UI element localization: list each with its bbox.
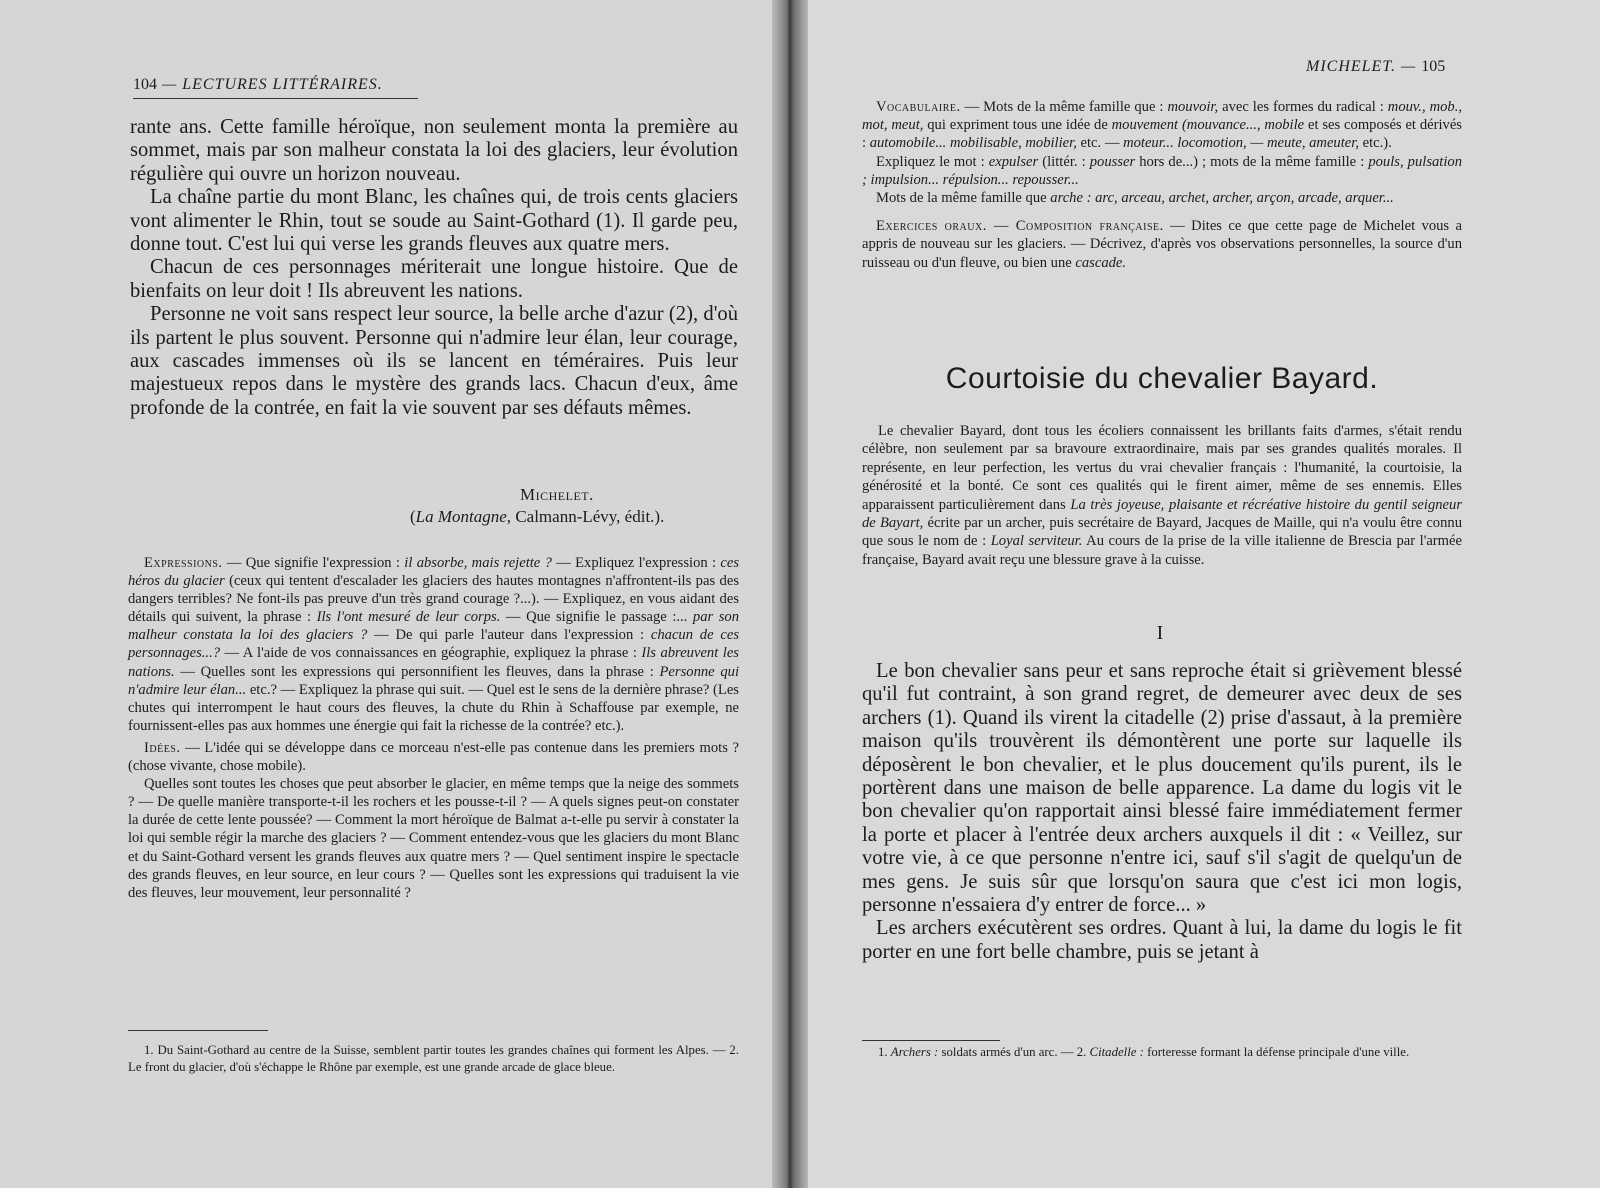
text-run: 1. [878, 1045, 891, 1059]
left-running-title: — LECTURES LITTÉRAIRES. [162, 76, 383, 93]
italic-run: mouvoir, [1167, 99, 1219, 115]
italic-run: mouv., mob., mot, meut, [862, 99, 1463, 134]
text-run: — Que signifie le passage :... [500, 609, 693, 626]
italic-run: Loyal serviteur. [990, 533, 1083, 550]
italic-run: chacun de ces personnages...? [128, 627, 739, 662]
right-page-number: 105 [1421, 58, 1446, 75]
text-run: — Que signifie l'expression : [222, 555, 405, 571]
italic-run: expulser [988, 153, 1039, 170]
text-run: — L'idée qui se développe dans ce morceau n'est-elle pas contenue dans les premiers mots ? (chose vivante, chose mobile). [128, 739, 739, 775]
text-run: hors de...) ; mots de la même famille : [1135, 153, 1369, 170]
intro-paragraph [862, 422, 1462, 569]
source-work-title: La Montagne, [415, 507, 512, 526]
paragraph: Le bon chevalier sans peur et sans reproche était si grièvement blessé qu'il fut contraint, à son grand regret, de demeurer avec deux de ses archers (1). Quand ils virent la citadelle (2) prise d'assaut, à la première maison qu'ils trouvèrent ils démontèrent une porte sur laquelle ils déposèrent le bon chevalier, et le plus doucement qu'ils purent, ils le portèrent dans une maison de belle apparence. La dame du logis vit le bon chevalier qu'on rapportait ainsi blessé faire immédiatement fermer la porte et placer à l'entrée deux archers auxquels il dit : « Veillez, sur votre vie, à ce que personne n'entre ici, sauf s'il s'agit de quelqu'un de mes gens. Je suis sûr que lorsqu'on saura que c'est ici mon logis, personne n'essaiera d'y entrer de force... » [862, 660, 1462, 917]
text-run: écrite par un archer, puis secrétaire de Bayard, Jacques de Maille, qui n'a voulu être connu que sous le nom de : [862, 515, 1462, 550]
italic-run: Ils l'ont mesuré de leur corps. [316, 609, 501, 626]
paragraph: Chacun de ces personnages mériterait une longue histoire. Que de bienfaits on leur doit ! Ils abreuvent les nations. [130, 256, 738, 302]
text-run: etc. — [1076, 135, 1124, 152]
arche-paragraph [862, 189, 1462, 207]
idees-paragraph [128, 739, 739, 775]
chapter-intro [862, 422, 1462, 569]
right-footnote-rule [862, 1040, 1000, 1041]
italic-run: arche : arc, arceau, archet, archer, arçon, arcade, arquer... [1050, 190, 1394, 207]
author-signature: Michelet. [520, 485, 594, 504]
section-number: I [1156, 622, 1164, 644]
italic-run: par son malheur constata la loi des glaciers ? [128, 609, 740, 644]
italic-run: Archers : [890, 1045, 939, 1059]
text-run: avec les formes du radical : [1218, 99, 1388, 115]
left-footnotes [128, 1042, 739, 1075]
text-run: Le chevalier Bayard, dont tous les écoliers connaissent les brillants faits d'armes, s'était rendu célèbre, non seulement par sa bravoure extraordinaire, mais par ses grandes qualités morales. Il représente, en leur perfection, les vertus du vrai chevalier français : l'humanité, la courtoisie, la générosité et la bonté. Ce sont ces qualités qui le firent aimer, même de ses ennemis. Elles apparaissent particulièrement dans [862, 423, 1462, 513]
paragraph: La chaîne partie du mont Blanc, les chaînes qui, de trois cents glaciers vont alimenter le Rhin, tout se soude au Saint-Gothard (1). Il garde peu, donne tout. C'est lui qui verse les grands fleuves aux quatre mers. [130, 186, 738, 256]
text-run: — Dites ce que cette page de Michelet vous a appris de nouveau sur les glaciers. — Décrivez, d'après vos observations personnelles, la source d'un ruisseau ou d'un fleuve, ou bien une [862, 218, 1462, 271]
text-run: Au cours de la prise de la ville italienne de Brescia par l'armée française, Bayard avait reçu une blessure grave à la cuisse. [862, 533, 1462, 568]
text-run: Mots de la même famille que [876, 190, 1051, 207]
text-run: (littér. : [1038, 153, 1090, 170]
text-run: etc.? — Expliquez la phrase qui suit. — Quel est le sens de la dernière phrase? (Les chutes qui interrompent le haut cours des fleuves, la chute du Rhin à Schaffouse par exemple, ne fournissent-elles pas aux hommes une énergie qui fait la richesse de la contrée? etc.). [128, 681, 739, 734]
vocabulaire-paragraph [862, 98, 1462, 153]
paragraph: Les archers exécutèrent ses ordres. Quant à lui, la dame du logis le fit porter en une fort belle chambre, puis se jetant à [862, 917, 1462, 963]
idees-paragraph-2: Quelles sont toutes les choses que peut absorber le glacier, en même temps que la neige des sommets ? — De quelle manière transporte-t-il les rochers et les pousse-t-il ? — A quels signes peut-on constater la durée de cette lente poussée? — Comment la mort héroïque de Balmat a-t-elle pu servir à constater la loi qui semble régir la marche des glaciers ? — Comment entendez-vous que les glaciers du mont Blanc et du Saint-Gothard versent les grands fleuves aux quatre mers ? — Quel sentiment inspire le spectacle des grands fleuves, en leur source, en leur cours ? — Quelles sont les expressions qui traduisent la vie des fleuves, leur mouvement, leur personnalité ? [128, 776, 739, 901]
footnote [862, 1044, 1462, 1061]
text-run: (ceux qui tentent d'escalader les glaciers des hautes montagnes n'affrontent-ils pas des dangers terribles? Ne font-ils pas preuve d'un très grand courage ?...). — Expliquez, en vous aidant des détails qui suivent, la phrase : [128, 573, 739, 626]
text-run: — Quelles sont les expressions qui personnifient les fleuves, dans la phrase : [174, 663, 660, 680]
text-run: — Mots de la même famille que : [960, 99, 1168, 115]
source-open-paren: ( [410, 507, 416, 526]
chapter-title: Courtoisie du chevalier Bayard. [945, 362, 1379, 395]
paragraph: Personne ne voit sans respect leur source, la belle arche d'azur (2), d'où ils partent le plus souvent. Personne qui n'admire leur élan, leur courage, aux cascades immenses où ils se lancent en téméraires. Puis leur majestueux repos dans le mystère des grands lacs. Chacun d'eux, âme profonde de la contrée, en fait la vie souvent par ses défauts mêmes. [130, 303, 738, 419]
exercices-heading: Exercices oraux. — Composition française. [876, 218, 1164, 235]
text-run: — De qui parle l'auteur dans l'expression : [367, 627, 651, 644]
text-run: et ses composés et dérivés : [862, 117, 1462, 152]
italic-run: cascade. [1075, 254, 1127, 271]
book-gutter [772, 0, 808, 1188]
left-page-number: 104 [133, 76, 157, 93]
text-run: — A l'aide de vos connaissances en géographie, expliquez la phrase : [220, 645, 642, 662]
right-footnotes [862, 1044, 1462, 1061]
italic-run: mouvement (mouvance..., mobile [1111, 117, 1305, 134]
right-running-title: MICHELET. — [1306, 58, 1417, 75]
text-run: Expliquez le mot : [876, 153, 989, 170]
text-run: etc.). [1358, 135, 1392, 152]
expulser-paragraph [862, 153, 1462, 189]
text-run: — Expliquez l'expression : [551, 555, 721, 571]
italic-run: Ils abreuvent les nations. [128, 645, 739, 680]
vocabulaire-heading: Vocabulaire. [876, 99, 961, 115]
left-running-head [133, 76, 418, 99]
text-run: soldats armés d'un arc. — 2. [938, 1045, 1090, 1059]
expressions-paragraph [128, 554, 739, 735]
idees-heading: Idées. [144, 739, 181, 756]
text-run: qui expriment tous une idée de [923, 117, 1112, 134]
italic-run: il absorbe, mais rejette ? [404, 555, 552, 571]
source-citation [410, 507, 664, 527]
italic-run: pouls, pulsation ; impulsion... répulsion... repousser... [862, 153, 1462, 188]
italic-run: moteur... locomotion, — meute, ameuter, [1123, 135, 1359, 152]
paragraph: rante ans. Cette famille héroïque, non seulement monta la première au sommet, mais par son malheur constata la loi des glaciers, leur évolution régulière qui ouvre un horizon nouveau. [130, 116, 738, 185]
left-footnote-rule [128, 1030, 268, 1031]
left-page [0, 0, 790, 1188]
italic-run: Personne qui n'admire leur élan... [128, 663, 739, 698]
exercices-paragraph [862, 217, 1462, 272]
left-main-text [130, 116, 738, 420]
footnote: 1. Du Saint-Gothard au centre de la Suisse, semblent partir toutes les grandes chaînes qui forment les Alpes. — 2. Le front du glacier, d'où s'échappe le Rhône par exemple, est une grande arcade de glace bleue. [128, 1043, 739, 1074]
expressions-heading: Expressions. [144, 555, 223, 571]
story-text [862, 660, 1462, 964]
left-exercises [128, 554, 739, 902]
italic-run: La très joyeuse, plaisante et récréative histoire du gentil seigneur de Bayart, [862, 496, 1462, 532]
italic-run: Citadelle : [1089, 1045, 1144, 1059]
source-publisher: Calmann-Lévy, édit.). [515, 507, 665, 526]
text-run: forteresse formant la défense principale d'une ville. [1143, 1045, 1410, 1059]
right-running-head [1306, 58, 1445, 76]
italic-run: automobile... mobilisable, mobilier, [869, 135, 1077, 152]
italic-run: pousser [1089, 153, 1136, 170]
right-exercises [862, 98, 1462, 272]
italic-run: ces héros du glacier [128, 555, 739, 590]
